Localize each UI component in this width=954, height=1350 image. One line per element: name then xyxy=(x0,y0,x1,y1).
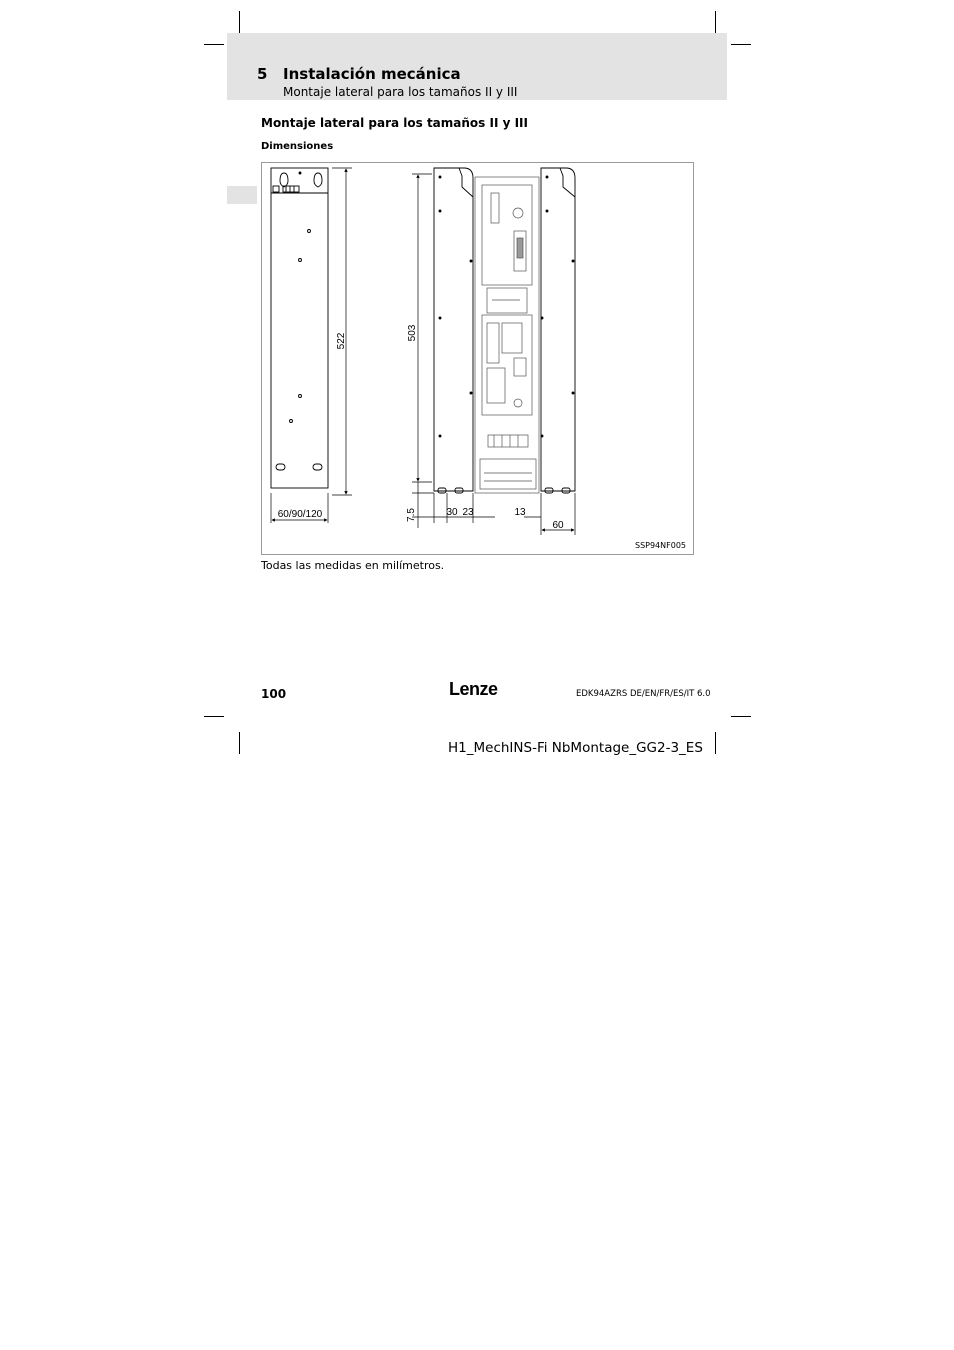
mounting-plate-front-view xyxy=(271,168,328,488)
document-id: EDK94AZRS DE/EN/FR/ES/IT 6.0 xyxy=(576,689,711,699)
measurement-note: Todas las medidas en milímetros. xyxy=(261,559,445,572)
dimension-offset-7-5: 7.5 xyxy=(406,508,417,522)
section-title: Instalación mecánica xyxy=(283,65,461,83)
controller-side-view-left xyxy=(434,168,473,493)
crop-mark xyxy=(715,732,716,754)
crop-mark xyxy=(731,716,751,717)
dimension-height-522: 522 xyxy=(336,332,347,350)
section-number: 5 xyxy=(257,65,268,83)
dimension-height-503: 503 xyxy=(407,324,418,342)
page-number: 100 xyxy=(261,687,287,701)
crop-mark xyxy=(731,44,751,45)
dimension-gap-13: 13 xyxy=(514,507,526,518)
source-filename: H1_MechINS-Fi NbMontage_GG2-3_ES xyxy=(448,740,703,756)
controller-front-view xyxy=(475,177,539,493)
side-tab-marker xyxy=(227,186,257,204)
dimension-drawing xyxy=(261,162,694,555)
dimension-width-60-90-120: 60/90/120 xyxy=(277,509,323,520)
crop-mark xyxy=(715,11,716,33)
dimensions-subheading: Dimensiones xyxy=(261,141,334,152)
controller-side-view-right xyxy=(541,168,575,493)
dimension-gap-30: 30 xyxy=(446,507,458,518)
crop-mark xyxy=(239,11,240,33)
figure-code: SSP94NF005 xyxy=(634,541,686,550)
lenze-logo: Lenze xyxy=(449,679,498,699)
dimension-drawing-svg xyxy=(262,163,695,556)
dimension-gap-23: 23 xyxy=(462,507,474,518)
page-heading: Montaje lateral para los tamaños II y III xyxy=(261,116,528,130)
crop-mark xyxy=(204,716,224,717)
crop-mark xyxy=(204,44,224,45)
dimension-width-60: 60 xyxy=(552,520,564,531)
crop-mark xyxy=(239,732,240,754)
section-subtitle: Montaje lateral para los tamaños II y III xyxy=(283,85,518,99)
